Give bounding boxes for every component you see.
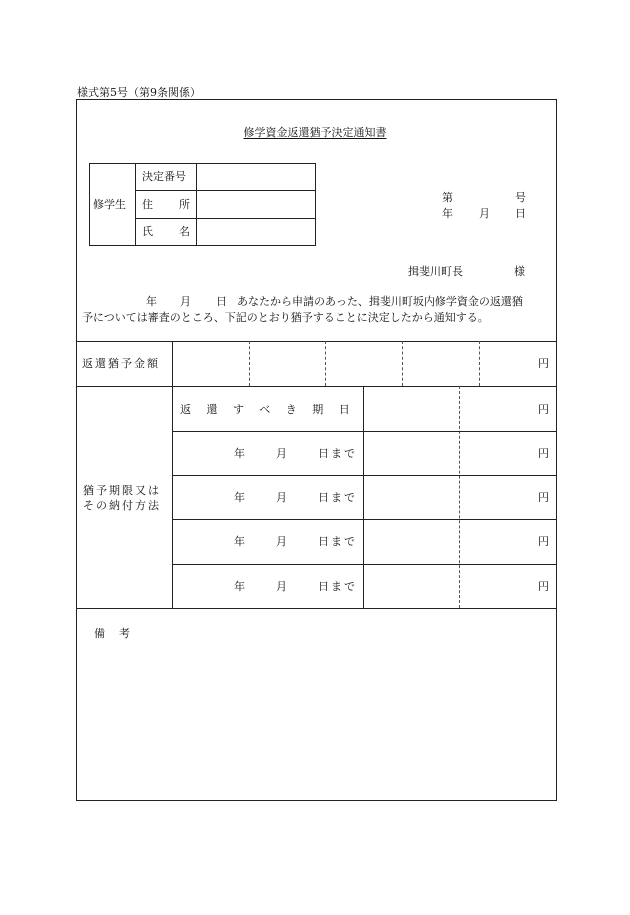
table-line <box>363 386 364 608</box>
row-hi-made: 日まで <box>318 491 357 504</box>
row-nen: 年 <box>234 491 245 504</box>
ref-go: 号 <box>515 191 526 204</box>
amount-digit-divider <box>249 341 250 386</box>
date-tsuki: 月 <box>479 207 490 220</box>
row-unit: 円 <box>538 491 549 504</box>
body-line2: 予については審査のところ、下記のとおり猶予することに決定したから通知する。 <box>82 311 489 324</box>
row-unit: 円 <box>538 447 549 460</box>
amount-label: 返還猶予金額 <box>82 357 160 370</box>
address-label <box>142 198 190 211</box>
table-line <box>172 386 173 608</box>
row-hi-made: 日まで <box>318 447 357 460</box>
row-tsuki: 月 <box>276 535 287 548</box>
decision-number-label: 決定番号 <box>142 170 186 183</box>
student-box-divider <box>196 163 197 246</box>
body-tsuki: 月 <box>180 295 191 308</box>
table-line <box>76 341 557 342</box>
table-line <box>172 475 557 476</box>
student-label: 修学生 <box>93 198 126 211</box>
row-hi-made: 日まで <box>318 535 357 548</box>
body-nen: 年 <box>146 295 157 308</box>
document-title-text: 修学資金返還猶予決定通知書 <box>243 126 387 139</box>
address-label-b: 所 <box>179 198 190 211</box>
table-line <box>172 431 557 432</box>
name-label <box>142 225 190 238</box>
name-label-a: 氏 <box>142 225 153 238</box>
period-label-line1: 猶予期限又は <box>83 484 161 497</box>
student-box-divider <box>135 190 316 191</box>
row-nen: 年 <box>234 580 245 593</box>
row-tsuki: 月 <box>276 491 287 504</box>
period-label-line2: その納付方法 <box>83 499 161 512</box>
amount-digit-divider <box>479 341 480 386</box>
row-tsuki: 月 <box>276 447 287 460</box>
date-hi: 日 <box>515 207 526 220</box>
row-nen: 年 <box>234 447 245 460</box>
table-line <box>172 564 557 565</box>
remarks-label-a: 備 <box>94 627 105 640</box>
amount-digit-divider <box>402 341 403 386</box>
amount-digit-divider <box>325 341 326 386</box>
row-nen: 年 <box>234 535 245 548</box>
due-date-unit: 円 <box>538 403 549 416</box>
name-label-b: 名 <box>179 225 190 238</box>
student-box-divider <box>135 163 136 246</box>
row-unit: 円 <box>538 580 549 593</box>
table-line <box>172 341 173 386</box>
document-title <box>0 126 630 139</box>
body-hi: 日 <box>216 295 227 308</box>
table-line <box>172 519 557 520</box>
table-line <box>76 386 557 387</box>
sender-name: 揖斐川町長 <box>408 265 463 278</box>
remarks-label-b: 考 <box>119 627 130 640</box>
body-line1: あなたから申請のあった、揖斐川町坂内修学資金の返還猶 <box>237 295 523 308</box>
period-dashed-divider <box>459 386 460 608</box>
due-date-header: 返還すべき期日 <box>180 403 366 416</box>
ref-dai: 第 <box>442 191 453 204</box>
address-label-a: 住 <box>142 198 153 211</box>
date-nen: 年 <box>442 207 453 220</box>
form-label: 様式第5号（第9条関係） <box>77 86 201 99</box>
amount-unit: 円 <box>538 357 549 370</box>
student-box-divider <box>135 218 316 219</box>
row-hi-made: 日まで <box>318 580 357 593</box>
row-unit: 円 <box>538 535 549 548</box>
table-line <box>76 608 557 609</box>
row-tsuki: 月 <box>276 580 287 593</box>
honorific: 様 <box>514 265 525 278</box>
